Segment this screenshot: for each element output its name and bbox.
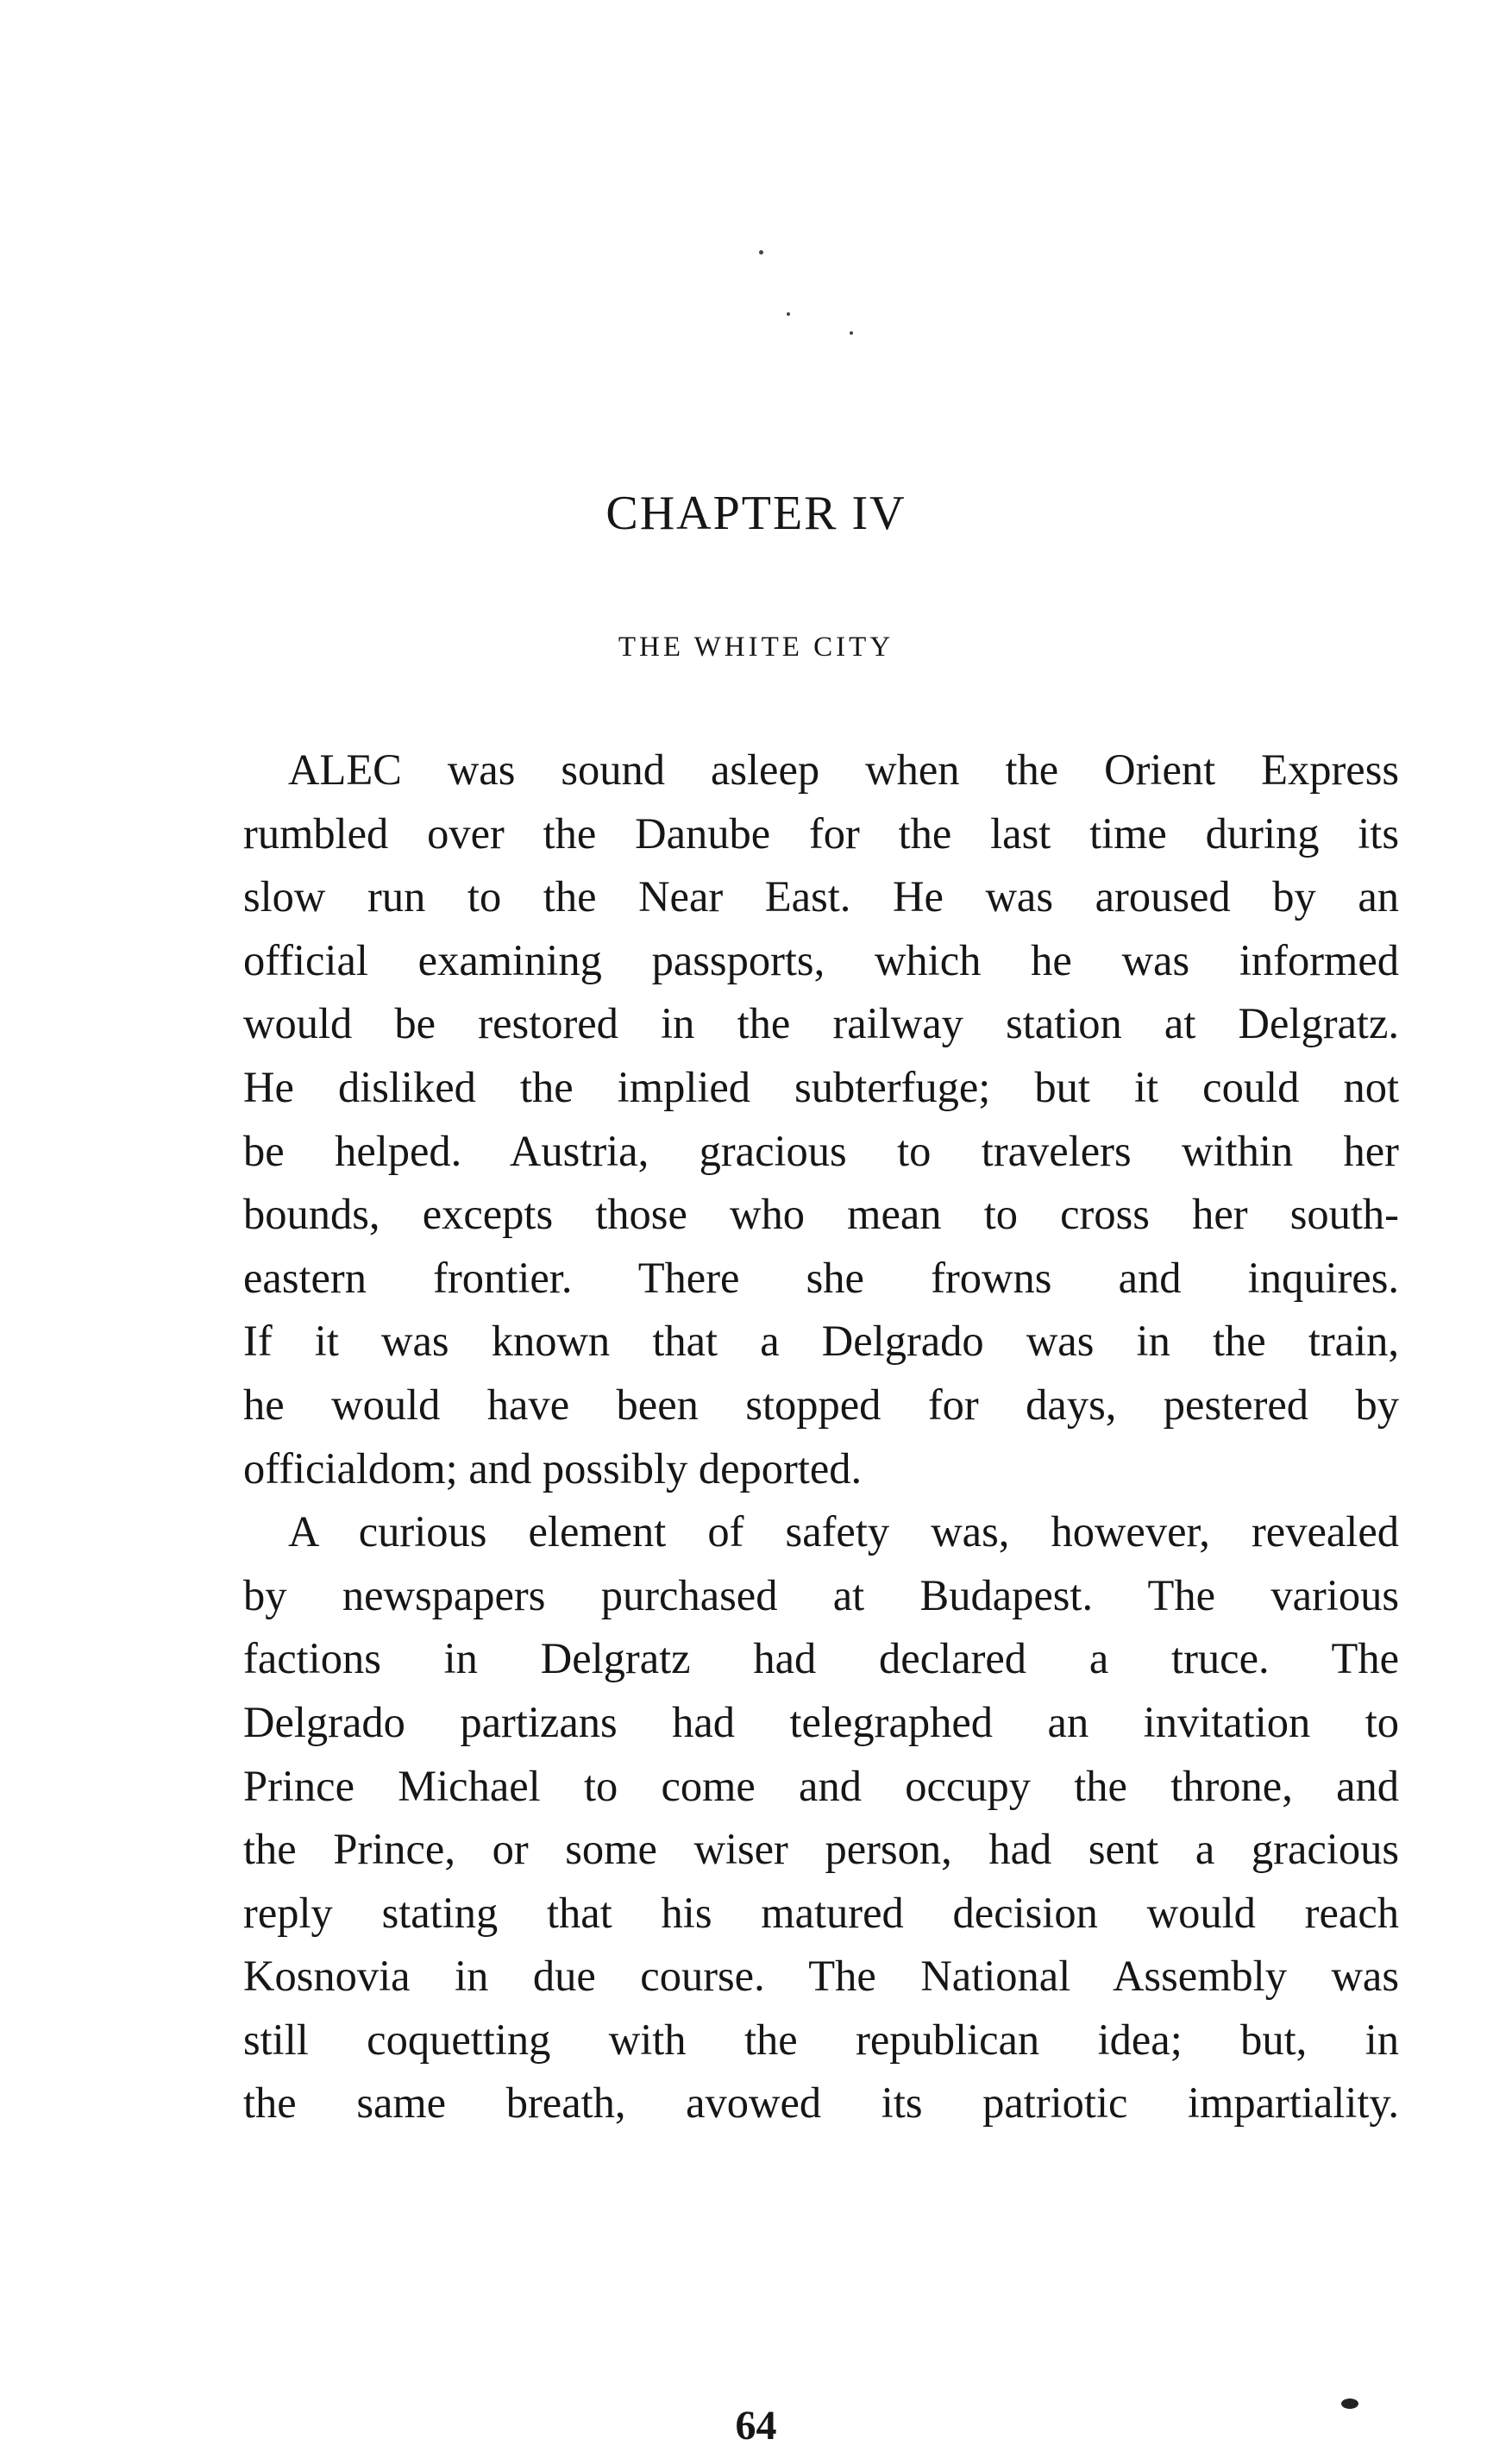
ink-speck [787, 312, 790, 316]
text-line: If it was known that a Delgrado was in the train, [243, 1317, 1399, 1366]
text-line: ALEC was sound asleep when the Orient Express [288, 745, 1399, 794]
text-line: the Prince, or some wiser person, had sent a gracious [243, 1825, 1399, 1874]
text-line: still coquetting with the republican idea; but, in [243, 2015, 1399, 2064]
ink-speck [850, 331, 853, 335]
text-line: factions in Delgratz had declared a truce. The [243, 1634, 1399, 1683]
chapter-title: CHAPTER IV [605, 487, 907, 540]
text-line: official examining passports, which he was informed [243, 935, 1399, 984]
text-line: Prince Michael to come and occupy the throne, and [243, 1761, 1399, 1810]
text-line: A curious element of safety was, however, revealed [288, 1507, 1399, 1556]
text-line: officialdom; and possibly deported. [243, 1443, 863, 1493]
text-line: by newspapers purchased at Budapest. The various [243, 1570, 1399, 1619]
text-line: Kosnovia in due course. The National Assembly was [243, 1952, 1399, 2001]
text-line: reply stating that his matured decision would reach [243, 1888, 1399, 1937]
text-line: slow run to the Near East. He was aroused by an [243, 872, 1399, 921]
page-number: 64 [735, 2403, 777, 2449]
text-line: He disliked the implied subterfuge; but it could not [243, 1062, 1399, 1111]
text-line: the same breath, avowed its patriotic impartiality. [243, 2078, 1399, 2128]
text-line: rumbled over the Danube for the last time during its [243, 808, 1399, 858]
text-line: Delgrado partizans had telegraphed an invitation to [243, 1697, 1399, 1746]
chapter-subtitle: THE WHITE CITY [618, 632, 894, 663]
body-text [243, 739, 1399, 2135]
text-line: he would have been stopped for days, pestered by [243, 1380, 1399, 1429]
text-line: bounds, excepts those who mean to cross her south- [243, 1190, 1399, 1239]
ink-speck [759, 250, 763, 255]
text-line: eastern frontier. There she frowns and inquires. [243, 1253, 1399, 1302]
text-line: would be restored in the railway station at Delgratz. [243, 999, 1399, 1048]
text-line: be helped. Austria, gracious to travelers within her [243, 1126, 1399, 1175]
